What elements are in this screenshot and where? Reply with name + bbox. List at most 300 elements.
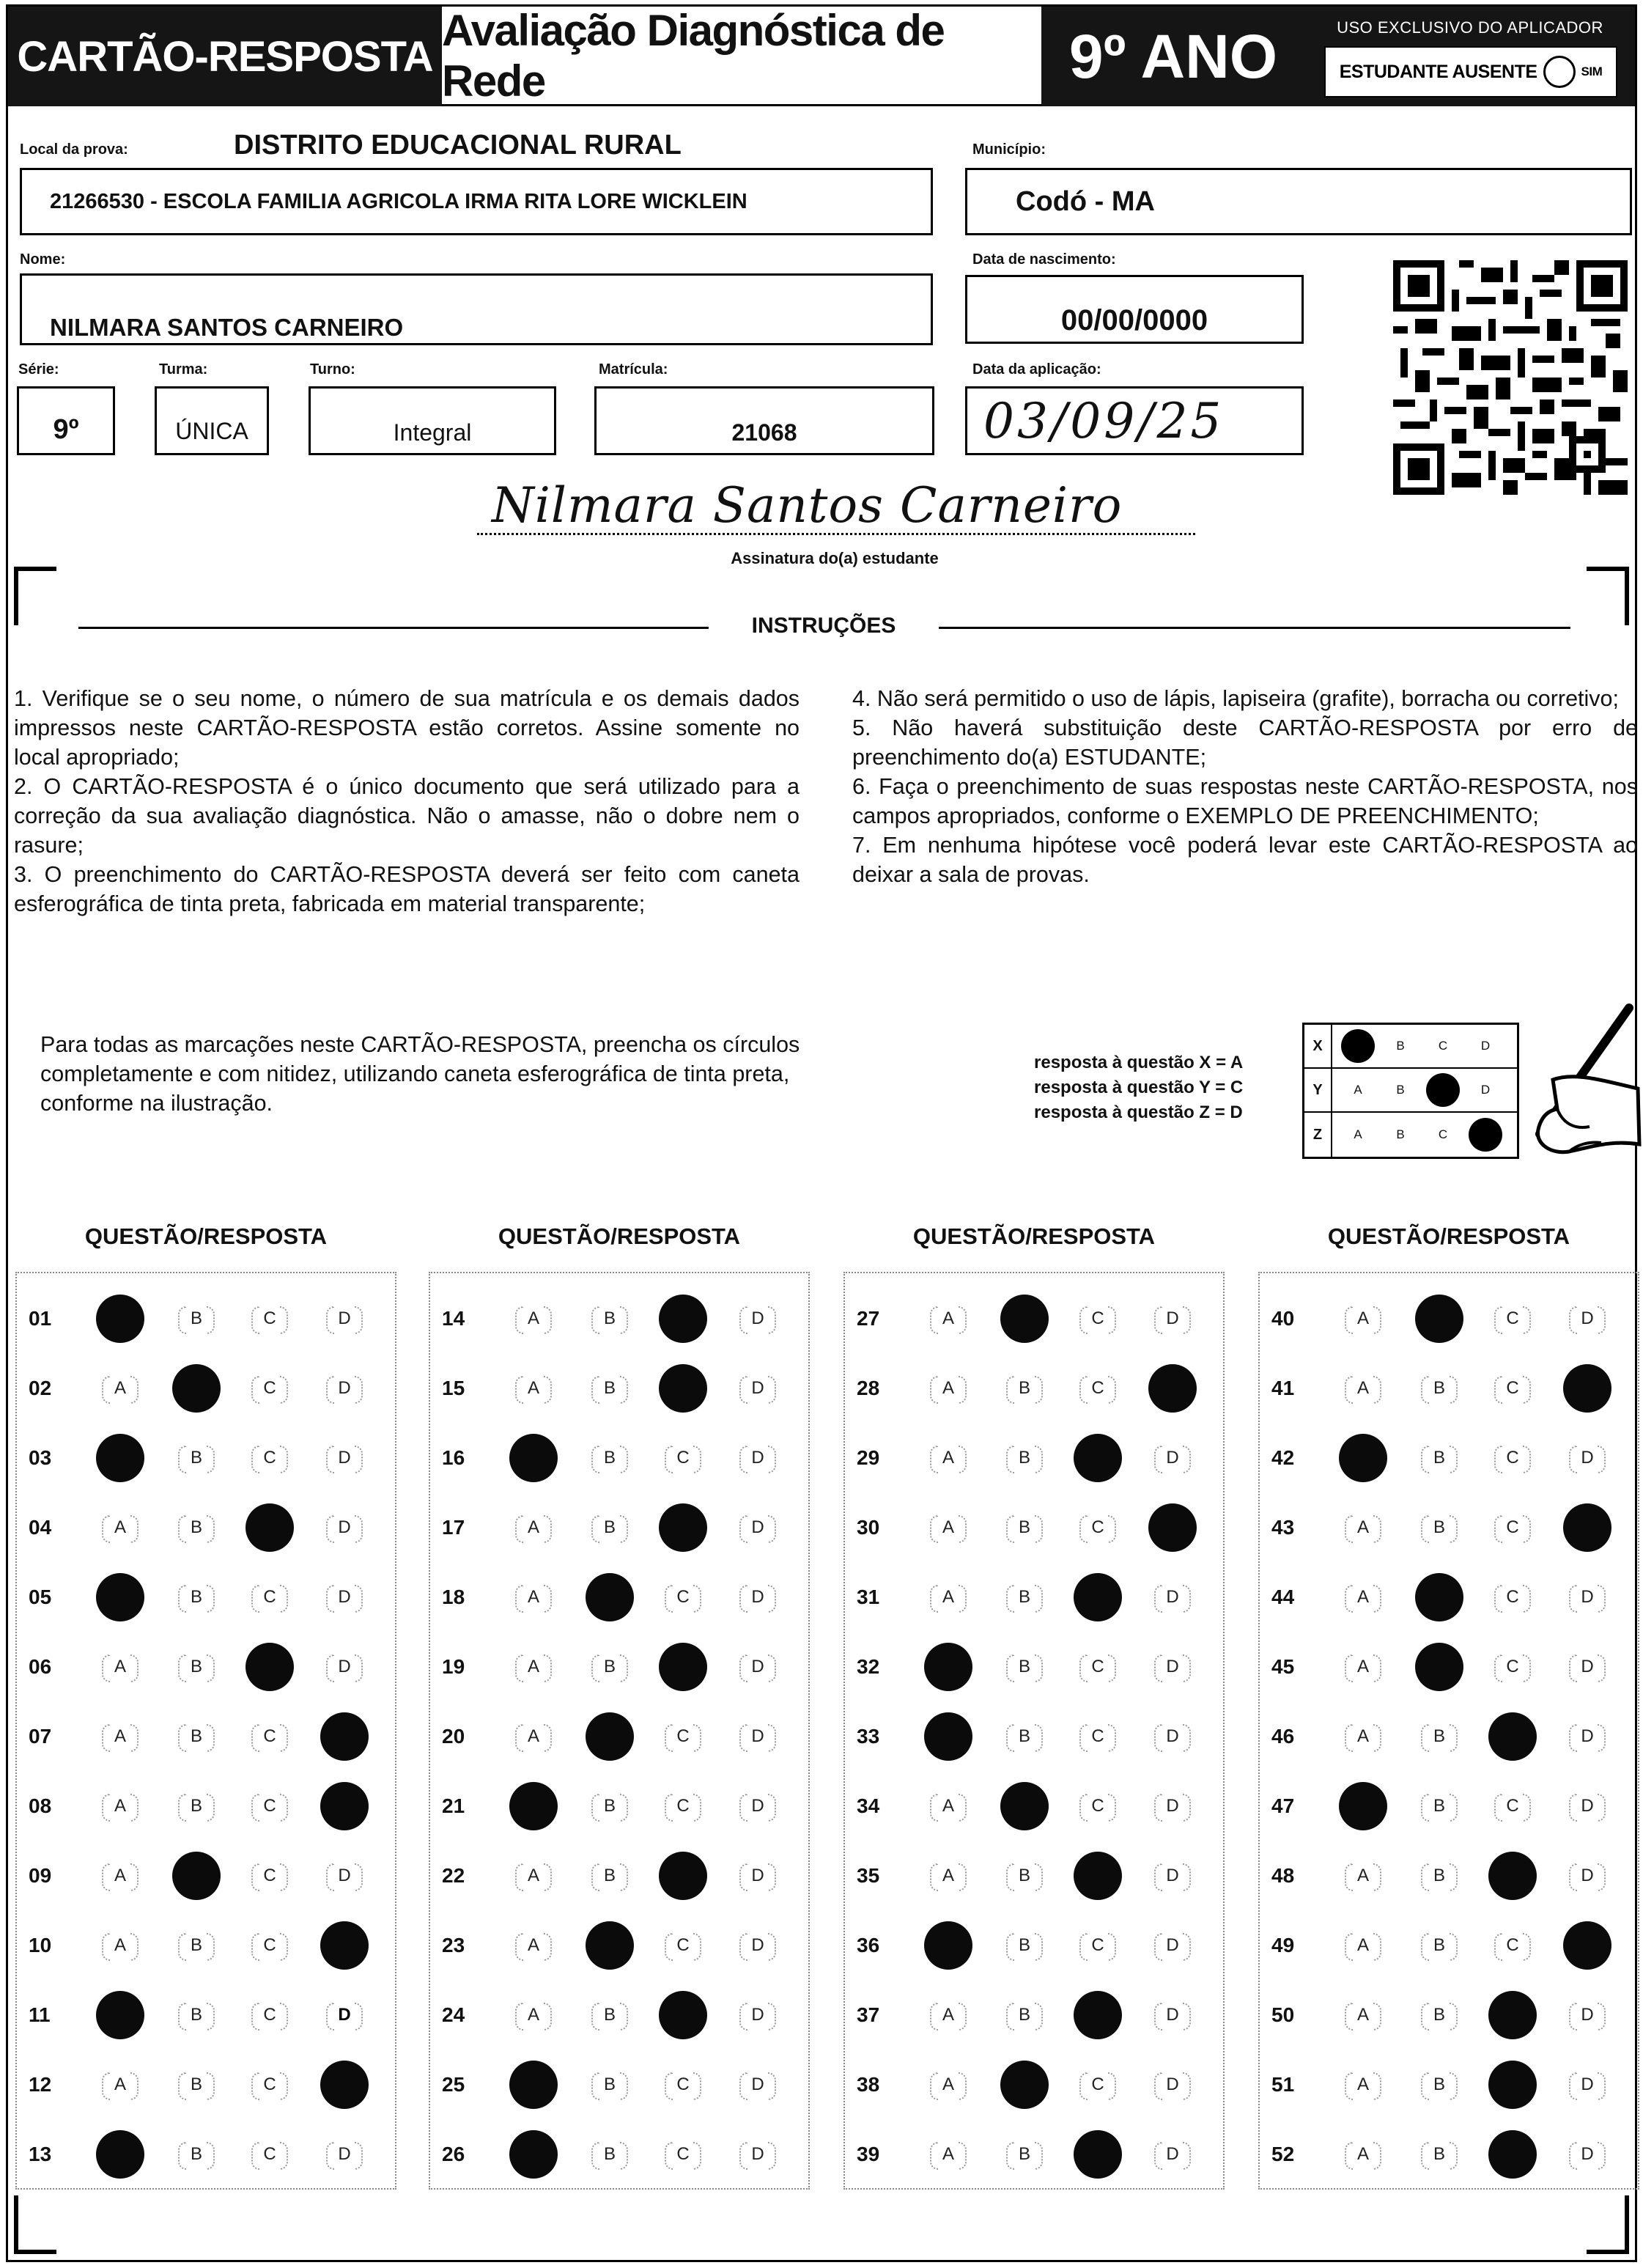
answer-bubble-c[interactable]: C (1496, 1302, 1529, 1336)
answer-bubble-c[interactable] (659, 1991, 707, 2039)
answer-bubble-c[interactable] (659, 1364, 707, 1413)
answer-bubble-c[interactable]: C (253, 2068, 287, 2102)
answer-bubble-d[interactable]: D (328, 1302, 361, 1336)
answer-sheet (6, 4, 1637, 2262)
answer-row (845, 1423, 1223, 1492)
answer-bubble-b[interactable]: B (1422, 2068, 1456, 2102)
answer-bubble-c[interactable]: C (253, 1372, 287, 1405)
answer-bubble-b[interactable]: B (1008, 2138, 1041, 2171)
answer-bubble-a[interactable]: A (1346, 1650, 1380, 1684)
answer-bubble-a[interactable]: A (1346, 1372, 1380, 1405)
example-bubble-d: D (1480, 1039, 1491, 1053)
answer-bubble-c[interactable] (659, 1852, 707, 1900)
answer-row (1260, 1562, 1638, 1632)
question-number: 24 (442, 2003, 465, 2026)
answer-bubble-c[interactable]: C (253, 1580, 287, 1614)
answer-bubble-d[interactable]: D (741, 1511, 775, 1544)
answer-row (17, 1980, 395, 2050)
answer-bubble-b[interactable] (586, 1712, 634, 1761)
question-number: 14 (442, 1306, 465, 1330)
answer-bubble-b[interactable] (1415, 1295, 1463, 1343)
answer-row (430, 1562, 808, 1632)
answer-row (17, 1284, 395, 1353)
answer-bubble-b[interactable]: B (1008, 1372, 1041, 1405)
answer-bubble-d[interactable]: D (1156, 1650, 1189, 1684)
answer-bubble-a[interactable] (509, 1434, 558, 1482)
question-number: 13 (29, 2142, 52, 2165)
answer-bubble-b[interactable]: B (593, 1302, 627, 1336)
answer-bubble-d[interactable]: D (1156, 1302, 1189, 1336)
answer-bubble-d[interactable]: D (741, 1720, 775, 1753)
answer-row (17, 1492, 395, 1562)
answer-bubble-b[interactable]: B (1008, 1650, 1041, 1684)
answer-bubble-d[interactable]: D (741, 1998, 775, 2032)
answer-bubble-d[interactable]: D (1156, 1789, 1189, 1823)
question-number: 37 (857, 2003, 880, 2026)
question-number: 38 (857, 2072, 880, 2096)
answer-bubble-d[interactable] (320, 1712, 369, 1761)
question-number: 49 (1271, 1933, 1295, 1956)
answer-bubble-d[interactable]: D (1570, 1441, 1604, 1475)
answer-bubble-d[interactable]: D (328, 1372, 361, 1405)
question-number: 34 (857, 1794, 880, 1817)
answer-bubble-d[interactable]: D (1156, 1720, 1189, 1753)
answer-bubble-c[interactable]: C (253, 1720, 287, 1753)
answer-bubble-d[interactable]: D (328, 1650, 361, 1684)
column-header: QUESTÃO/RESPOSTA (84, 1223, 328, 1249)
answer-bubble-b[interactable]: B (1008, 1511, 1041, 1544)
answer-row (17, 1353, 395, 1423)
answer-bubble-a[interactable] (924, 1921, 972, 1970)
answer-bubble-b[interactable]: B (180, 1650, 213, 1684)
answer-bubble-a[interactable]: A (103, 1859, 137, 1893)
question-number: 12 (29, 2072, 52, 2096)
turma-label: Turma: (159, 361, 208, 378)
answer-bubble-c[interactable]: C (253, 2138, 287, 2171)
answer-bubble-b[interactable] (1000, 1782, 1049, 1830)
answer-bubble-d[interactable] (1563, 1364, 1611, 1413)
answer-bubble-a[interactable] (96, 1573, 144, 1621)
answer-row (1260, 1701, 1638, 1771)
answer-bubble-a[interactable]: A (517, 1372, 550, 1405)
answer-bubble-c[interactable]: C (253, 1789, 287, 1823)
signature-caption: Assinatura do(a) estudante (731, 549, 939, 567)
answer-bubble-b[interactable] (586, 1921, 634, 1970)
answer-bubble-d[interactable]: D (741, 1650, 775, 1684)
question-number: 06 (29, 1654, 52, 1678)
question-number: 02 (29, 1376, 52, 1399)
matricula-value: 21068 (731, 419, 797, 446)
answer-bubble-a[interactable] (96, 2130, 144, 2179)
answer-bubble-d[interactable]: D (328, 1441, 361, 1475)
answer-bubble-d[interactable] (320, 1782, 369, 1830)
answer-bubble-c[interactable]: C (1081, 1789, 1115, 1823)
answer-bubble-a[interactable] (96, 1434, 144, 1482)
answer-bubble-c[interactable]: C (253, 1441, 287, 1475)
answer-row (1260, 1353, 1638, 1423)
qr-code-icon (1393, 260, 1628, 495)
answer-bubble-d[interactable]: D (1156, 1998, 1189, 2032)
answer-bubble-d[interactable]: D (1570, 1789, 1604, 1823)
answer-bubble-d[interactable]: D (1156, 1929, 1189, 1962)
answer-bubble-c[interactable] (1488, 2130, 1537, 2179)
answer-bubble-a[interactable]: A (103, 1789, 137, 1823)
answer-bubble-d[interactable]: D (1570, 2138, 1604, 2171)
answer-bubble-b[interactable]: B (593, 1859, 627, 1893)
answer-bubble-b[interactable]: B (593, 2068, 627, 2102)
example-bubble-b: B (1396, 1127, 1405, 1141)
answer-bubble-c[interactable]: C (253, 1929, 287, 1962)
answer-bubble-c[interactable] (1488, 1712, 1537, 1761)
answer-bubble-a[interactable] (1339, 1434, 1387, 1482)
answer-bubble-c[interactable] (1074, 2130, 1122, 2179)
answer-bubble-a[interactable]: A (103, 1720, 137, 1753)
signature-line[interactable] (477, 533, 1195, 535)
answer-bubble-c[interactable] (659, 1643, 707, 1691)
answer-bubble-c[interactable] (1074, 1852, 1122, 1900)
answer-bubble-b[interactable]: B (1422, 1511, 1456, 1544)
answer-bubble-b[interactable] (1415, 1573, 1463, 1621)
answer-bubble-b[interactable]: B (1422, 1929, 1456, 1962)
school-value: 21266530 - ESCOLA FAMILIA AGRICOLA IRMA RITA LORE WICKLEIN (50, 189, 747, 213)
answer-bubble-b[interactable]: B (180, 1511, 213, 1544)
answer-bubble-a[interactable]: A (931, 2068, 965, 2102)
question-number: 09 (29, 1863, 52, 1887)
answer-bubble-b[interactable] (1000, 1295, 1049, 1343)
example-question-key: Z (1304, 1113, 1332, 1157)
answer-bubble-c[interactable]: C (666, 1580, 700, 1614)
absent-bubble-icon[interactable] (1543, 56, 1576, 88)
answer-bubble-b[interactable]: B (180, 1580, 213, 1614)
answer-row (430, 2119, 808, 2189)
answer-bubble-d[interactable]: D (741, 1859, 775, 1893)
answer-bubble-d[interactable]: D (741, 2068, 775, 2102)
answer-row (1260, 1284, 1638, 1353)
answer-bubble-c[interactable]: C (1081, 1650, 1115, 1684)
answer-bubble-b[interactable] (172, 1364, 221, 1413)
answer-bubble-b[interactable]: B (593, 1372, 627, 1405)
answer-bubble-b[interactable] (1000, 2061, 1049, 2109)
answer-bubble-a[interactable]: A (1346, 1511, 1380, 1544)
answer-bubble-b[interactable] (586, 1573, 634, 1621)
answer-row (1260, 1980, 1638, 2050)
answer-bubble-b[interactable]: B (593, 1998, 627, 2032)
answer-bubble-a[interactable]: A (931, 1372, 965, 1405)
answer-bubble-a[interactable]: A (1346, 1859, 1380, 1893)
example-label-x: resposta à questão X = A (1034, 1053, 1244, 1072)
answer-bubble-c[interactable] (1488, 2061, 1537, 2109)
instruction-4: 4. Não será permitido o uso de lápis, lapiseira (grafite), borracha ou corretivo; (852, 686, 1619, 711)
answer-bubble-b[interactable]: B (593, 1650, 627, 1684)
answer-bubble-b[interactable] (1415, 1643, 1463, 1691)
answer-bubble-a[interactable]: A (931, 1580, 965, 1614)
answer-bubble-a[interactable]: A (1346, 1998, 1380, 2032)
answer-bubble-b[interactable]: B (593, 1511, 627, 1544)
question-number: 10 (29, 1933, 52, 1956)
answer-bubble-a[interactable]: A (1346, 2138, 1380, 2171)
answer-bubble-c[interactable]: C (1496, 1511, 1529, 1544)
answer-bubble-b[interactable]: B (180, 1720, 213, 1753)
answer-bubble-c[interactable]: C (253, 1859, 287, 1893)
answer-row (845, 1284, 1223, 1353)
answer-bubble-b[interactable]: B (1422, 1859, 1456, 1893)
answer-bubble-c[interactable] (1074, 1434, 1122, 1482)
question-number: 50 (1271, 2003, 1295, 2026)
answer-bubble-a[interactable] (96, 1295, 144, 1343)
answer-row (845, 1632, 1223, 1701)
answer-bubble-d[interactable]: D (1156, 2068, 1189, 2102)
answer-bubble-a[interactable]: A (517, 1859, 550, 1893)
instruction-5: 5. Não haverá substituição deste CARTÃO-RESPOSTA por erro de preenchimento do(a) ESTUDANTE; (852, 715, 1638, 770)
answer-bubble-a[interactable]: A (103, 2068, 137, 2102)
example-bubble-b: B (1396, 1083, 1405, 1097)
column-header: QUESTÃO/RESPOSTA (1327, 1223, 1570, 1249)
answer-bubble-a[interactable]: A (517, 1929, 550, 1962)
absent-checkbox[interactable] (1324, 46, 1617, 97)
answer-bubble-a[interactable]: A (931, 1441, 965, 1475)
answer-bubble-c[interactable] (659, 1295, 707, 1343)
answer-bubble-b[interactable]: B (180, 1998, 213, 2032)
answer-bubble-b[interactable]: B (180, 1302, 213, 1336)
nome-value: NILMARA SANTOS CARNEIRO (50, 314, 404, 341)
answer-bubble-a[interactable] (509, 2061, 558, 2109)
answer-bubble-d[interactable]: D (328, 2138, 361, 2171)
answer-row (1260, 2119, 1638, 2189)
answer-bubble-a[interactable]: A (931, 1511, 965, 1544)
answer-bubble-d[interactable]: D (328, 1859, 361, 1893)
answer-bubble-c[interactable]: C (1496, 1650, 1529, 1684)
instruction-1: 1. Verifique se o seu nome, o número de sua matrícula e os demais dados impressos neste CARTÃO-RESPOSTA estão corretos. Assine somente no local apropriado; (14, 686, 800, 770)
answer-bubble-d[interactable]: D (1156, 1859, 1189, 1893)
instructions-title: INSTRUÇÕES (751, 614, 896, 638)
answer-bubble-c[interactable]: C (253, 1302, 287, 1336)
aplicacao-value: 03/09/25 (983, 392, 1225, 449)
answer-bubble-d[interactable]: D (1570, 2068, 1604, 2102)
answer-bubble-c[interactable]: C (1081, 1511, 1115, 1544)
answer-bubble-c[interactable]: C (253, 1998, 287, 2032)
answer-bubble-c[interactable] (659, 1503, 707, 1552)
answer-bubble-c[interactable]: C (1081, 1372, 1115, 1405)
applicator-caption: USO EXCLUSIVO DO APLICADOR (1337, 18, 1603, 37)
answer-bubble-d[interactable]: D (328, 1580, 361, 1614)
answer-bubble-a[interactable]: A (517, 1580, 550, 1614)
answer-bubble-a[interactable]: A (1346, 1302, 1380, 1336)
answer-bubble-c[interactable]: C (666, 2138, 700, 2171)
answer-bubble-c[interactable] (1074, 1573, 1122, 1621)
answer-bubble-a[interactable]: A (517, 1998, 550, 2032)
question-number: 01 (29, 1306, 52, 1330)
answer-bubble-d[interactable] (1563, 1503, 1611, 1552)
answer-row (17, 1701, 395, 1771)
answer-bubble-a[interactable]: A (1346, 1929, 1380, 1962)
answer-bubble-a[interactable]: A (1346, 1580, 1380, 1614)
answer-bubble-d[interactable] (1148, 1503, 1197, 1552)
answer-bubble-d[interactable]: D (1570, 1650, 1604, 1684)
question-number: 08 (29, 1794, 52, 1817)
example-bubble-c (1426, 1073, 1460, 1107)
example-bubble-d: D (1480, 1083, 1491, 1097)
answer-bubble-d[interactable]: D (1570, 1302, 1604, 1336)
answer-bubble-b[interactable]: B (180, 2068, 213, 2102)
answer-bubble-a[interactable]: A (1346, 1720, 1380, 1753)
answer-bubble-a[interactable]: A (103, 1929, 137, 1962)
answer-bubble-c[interactable] (1488, 1991, 1537, 2039)
answer-bubble-d[interactable]: D (1156, 1580, 1189, 1614)
answer-bubble-c[interactable] (1074, 1991, 1122, 2039)
answer-bubble-b[interactable]: B (1008, 1929, 1041, 1962)
answer-bubble-d[interactable]: D (328, 1511, 361, 1544)
answer-bubble-d[interactable]: D (1570, 1720, 1604, 1753)
answer-bubble-c[interactable] (1488, 1852, 1537, 1900)
turma-value: ÚNICA (175, 417, 248, 444)
question-number: 46 (1271, 1724, 1295, 1748)
answer-row (845, 1353, 1223, 1423)
answer-bubble-c[interactable]: C (1496, 1580, 1529, 1614)
answer-bubble-b[interactable]: B (1008, 1720, 1041, 1753)
question-number: 32 (857, 1654, 880, 1678)
answer-row (17, 1910, 395, 1980)
answer-row (430, 1492, 808, 1562)
answer-bubble-d[interactable]: D (1570, 1998, 1604, 2032)
answer-bubble-b[interactable]: B (180, 1929, 213, 1962)
answer-bubble-b[interactable]: B (180, 2138, 213, 2171)
answer-bubble-c[interactable]: C (666, 1929, 700, 1962)
answer-bubble-d[interactable]: D (1570, 1580, 1604, 1614)
answer-bubble-c[interactable]: C (1496, 1441, 1529, 1475)
answer-bubble-d[interactable]: D (741, 1302, 775, 1336)
answer-bubble-d[interactable]: D (1570, 1859, 1604, 1893)
column-header: QUESTÃO/RESPOSTA (912, 1223, 1156, 1249)
answer-row (845, 1910, 1223, 1980)
answer-bubble-a[interactable]: A (931, 1998, 965, 2032)
answer-bubble-d[interactable]: D (741, 1580, 775, 1614)
answer-bubble-b[interactable]: B (593, 2138, 627, 2171)
local-label: Local da prova: (20, 141, 128, 158)
answer-bubble-c[interactable]: C (666, 1720, 700, 1753)
answer-bubble-b[interactable]: B (1422, 1441, 1456, 1475)
answer-bubble-c[interactable] (245, 1503, 294, 1552)
answer-row (1260, 1771, 1638, 1841)
answer-bubble-d[interactable]: D (741, 1929, 775, 1962)
question-number: 07 (29, 1724, 52, 1748)
answer-bubble-b[interactable]: B (1422, 1720, 1456, 1753)
answer-row (845, 1771, 1223, 1841)
answer-bubble-a[interactable]: A (103, 1372, 137, 1405)
answer-bubble-a[interactable]: A (931, 1789, 965, 1823)
answer-bubble-a[interactable]: A (517, 1720, 550, 1753)
answer-bubble-c[interactable]: C (1496, 1372, 1529, 1405)
answer-bubble-b[interactable]: B (593, 1441, 627, 1475)
answer-bubble-c[interactable]: C (666, 1789, 700, 1823)
answer-row (430, 1980, 808, 2050)
corner-mark (14, 2195, 56, 2254)
question-number: 20 (442, 1724, 465, 1748)
answer-bubble-a[interactable] (1339, 1782, 1387, 1830)
answer-bubble-c[interactable]: C (666, 2068, 700, 2102)
answer-bubble-a[interactable] (509, 1782, 558, 1830)
answer-bubble-c[interactable]: C (1081, 2068, 1115, 2102)
answer-bubble-d[interactable] (320, 2061, 369, 2109)
answer-bubble-d[interactable]: D (1156, 2138, 1189, 2171)
question-number: 47 (1271, 1794, 1295, 1817)
answer-row (845, 1841, 1223, 1910)
answer-bubble-a[interactable]: A (517, 1511, 550, 1544)
answer-bubble-b[interactable]: B (1422, 2138, 1456, 2171)
answer-bubble-a[interactable]: A (517, 1302, 550, 1336)
answer-bubble-b[interactable]: B (1422, 1789, 1456, 1823)
answer-bubble-d[interactable]: D (741, 2138, 775, 2171)
answer-bubble-d[interactable] (320, 1921, 369, 1970)
instruction-3: 3. O preenchimento do CARTÃO-RESPOSTA deverá ser feito com caneta esferográfica de tinta preta, fabricada em material transparente; (14, 862, 800, 916)
answer-bubble-c[interactable]: C (1496, 1789, 1529, 1823)
answer-bubble-d[interactable] (1563, 1921, 1611, 1970)
answer-bubble-a[interactable]: A (931, 1859, 965, 1893)
answer-bubble-c[interactable]: C (1496, 1929, 1529, 1962)
answer-bubble-b[interactable]: B (1422, 1998, 1456, 2032)
answer-bubble-b[interactable]: B (1008, 1859, 1041, 1893)
aplicacao-field[interactable] (965, 386, 1304, 455)
answer-bubble-a[interactable] (96, 1991, 144, 2039)
example-bubble-c: C (1438, 1127, 1448, 1141)
answer-bubble-a[interactable] (924, 1643, 972, 1691)
answer-bubble-b[interactable] (172, 1852, 221, 1900)
answer-bubble-d[interactable]: D (1156, 1441, 1189, 1475)
answer-bubble-d[interactable]: D (328, 1998, 361, 2032)
answer-bubble-d[interactable] (1148, 1364, 1197, 1413)
answer-bubble-a[interactable]: A (103, 1650, 137, 1684)
answer-row (17, 2119, 395, 2189)
answer-bubble-d[interactable]: D (741, 1372, 775, 1405)
answer-bubble-a[interactable]: A (1346, 2068, 1380, 2102)
answer-bubble-a[interactable]: A (931, 2138, 965, 2171)
answer-bubble-c[interactable] (245, 1643, 294, 1691)
serie-label: Série: (18, 361, 59, 378)
answer-bubble-a[interactable] (509, 2130, 558, 2179)
answer-bubble-d[interactable]: D (741, 1789, 775, 1823)
answer-row (1260, 1910, 1638, 1980)
answer-bubble-c[interactable]: C (1081, 1720, 1115, 1753)
answer-bubble-b[interactable]: B (1008, 1580, 1041, 1614)
answer-bubble-c[interactable]: C (1081, 1302, 1115, 1336)
answer-bubble-d[interactable]: D (741, 1441, 775, 1475)
answer-bubble-b[interactable]: B (1008, 1441, 1041, 1475)
answer-bubble-c[interactable]: C (666, 1441, 700, 1475)
answer-row (1260, 1841, 1638, 1910)
answer-bubble-b[interactable]: B (180, 1441, 213, 1475)
example-bubble-a (1341, 1029, 1375, 1063)
instructions-right (852, 684, 1638, 889)
answer-bubble-a[interactable]: A (517, 1650, 550, 1684)
answer-bubble-c[interactable]: C (1081, 1929, 1115, 1962)
answer-bubble-a[interactable]: A (103, 1511, 137, 1544)
question-number: 11 (29, 2003, 51, 2026)
example-bubble-b: B (1396, 1039, 1405, 1053)
answer-bubble-b[interactable]: B (180, 1789, 213, 1823)
answer-bubble-b[interactable]: B (1422, 1372, 1456, 1405)
question-number: 26 (442, 2142, 465, 2165)
answer-row (430, 1910, 808, 1980)
answer-row (845, 1980, 1223, 2050)
answer-row (430, 1353, 808, 1423)
answer-bubble-b[interactable]: B (593, 1789, 627, 1823)
answer-bubble-b[interactable]: B (1008, 1998, 1041, 2032)
answer-bubble-a[interactable]: A (931, 1302, 965, 1336)
answer-row (845, 1562, 1223, 1632)
example-label-z: resposta à questão Z = D (1034, 1102, 1243, 1122)
nome-field (20, 273, 933, 345)
turno-label: Turno: (310, 361, 355, 378)
answer-bubble-a[interactable] (924, 1712, 972, 1761)
